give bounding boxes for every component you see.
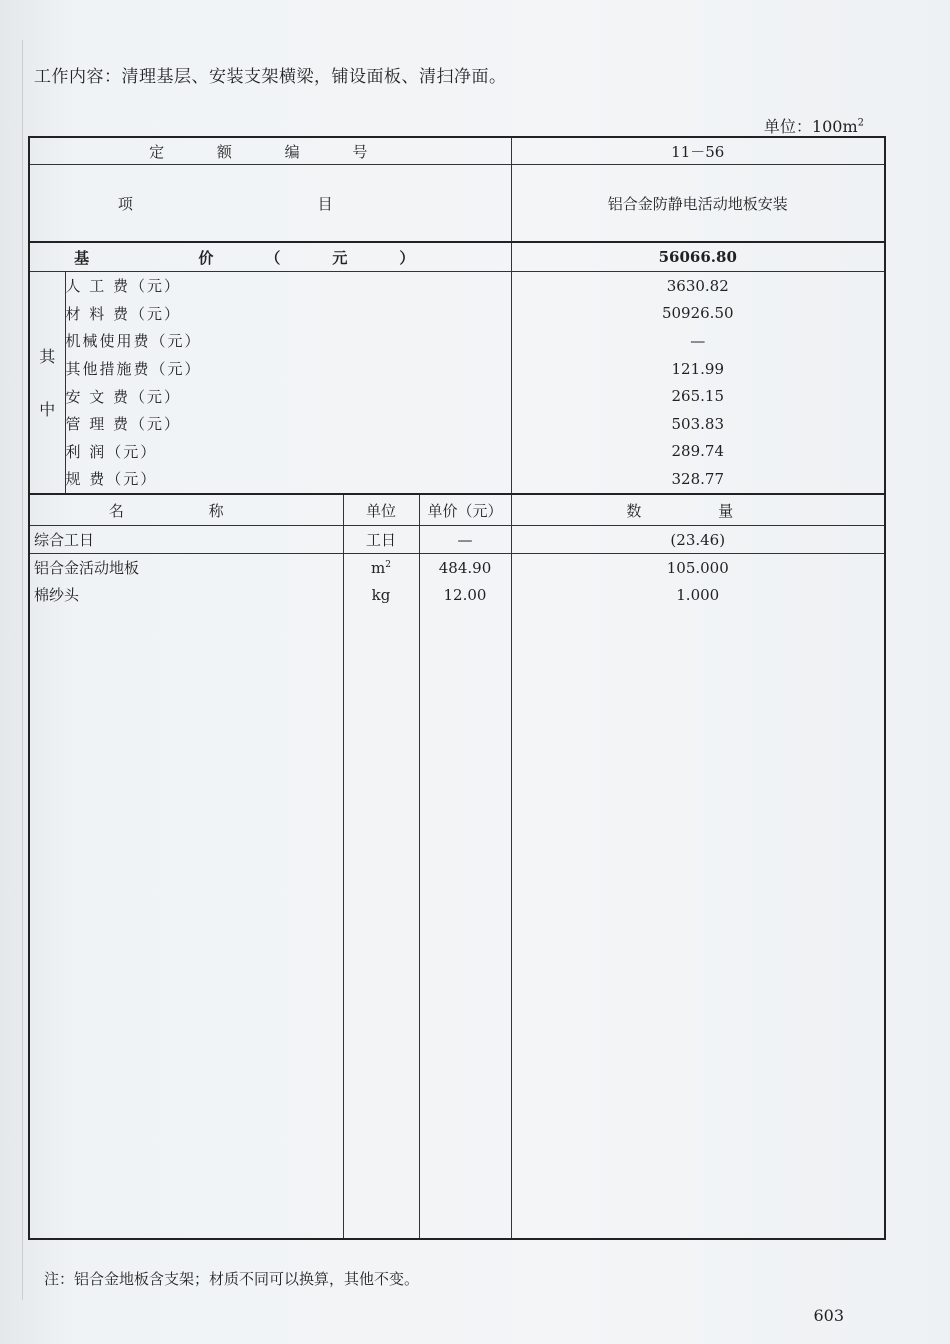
empty-qty-area (511, 608, 885, 1239)
item-qty-cotton-waste: 1.000 (511, 581, 885, 608)
footnote: 注：铝合金地板含支架；材质不同可以换算，其他不变。 (44, 1270, 420, 1288)
base-label: 基 价（元） (74, 248, 467, 267)
code-value: 11－56 (511, 137, 885, 165)
qizhong-cell (29, 272, 65, 494)
cost-value-material: 50926.50 (511, 300, 885, 328)
cost-value-labor: 3630.82 (511, 272, 885, 300)
cost-value-safety: 265.15 (511, 382, 885, 410)
item-unit-floor-panel (343, 554, 419, 582)
col-qty-header (511, 494, 885, 526)
unit-prefix: 单位：100m (763, 117, 858, 136)
cost-label-safety: 安 文 费（元） (65, 382, 511, 410)
base-label-cell (29, 242, 511, 272)
unit-label (764, 114, 864, 137)
cost-value-management: 503.83 (511, 410, 885, 438)
item-qty-floor-panel: 105.000 (511, 554, 885, 582)
col-qty-label: 数 量 (626, 501, 770, 520)
cost-label-machinery: 机械使用费（元） (65, 327, 511, 355)
empty-unit-area (343, 608, 419, 1239)
item-label-cell (29, 165, 511, 243)
page-number: 603 (813, 1306, 844, 1325)
work-content: 工作内容：清理基层、安装支架横梁，铺设面板、清扫净面。 (34, 67, 507, 87)
col-unit-header: 单位 (343, 494, 419, 526)
cost-value-other: 121.99 (511, 355, 885, 383)
empty-price-area (419, 608, 511, 1239)
cost-value-fees: 328.77 (511, 465, 885, 494)
item-unit-floor-panel-sup: 2 (385, 559, 391, 570)
code-label: 定 额 编 号 (149, 142, 392, 161)
item-label: 项 目 (117, 194, 423, 213)
qizhong-char-1: 其 (39, 347, 56, 367)
empty-name-area (29, 608, 343, 1239)
col-name-header (29, 494, 343, 526)
cost-value-profit: 289.74 (511, 438, 885, 466)
item-name-floor-panel: 铝合金活动地板 (29, 554, 343, 582)
unit-sup: 2 (857, 117, 864, 129)
cost-label-material: 材 料 费（元） (65, 300, 511, 328)
col-name-label: 名 称 (108, 501, 264, 520)
item-price-labor-day: — (419, 526, 511, 554)
item-qty-labor-day: (23.46) (511, 526, 885, 554)
base-value: 56066.80 (511, 242, 885, 272)
binding-edge (0, 40, 23, 1300)
item-name-labor-day: 综合工日 (29, 526, 343, 554)
cost-label-other: 其他措施费（元） (65, 355, 511, 383)
cost-label-fees: 规 费（元） (65, 465, 511, 494)
qizhong-char-2: 中 (39, 400, 56, 420)
cost-value-machinery: — (511, 327, 885, 355)
cost-label-labor: 人 工 费（元） (65, 272, 511, 300)
item-price-floor-panel: 484.90 (419, 554, 511, 582)
code-label-cell (29, 137, 511, 165)
cost-label-management: 管 理 费（元） (65, 410, 511, 438)
item-unit-cotton-waste: kg (343, 581, 419, 608)
item-name-cotton-waste: 棉纱头 (29, 581, 343, 608)
item-unit-floor-panel-base: m (371, 558, 386, 577)
cost-label-profit: 利 润（元） (65, 438, 511, 466)
item-price-cotton-waste: 12.00 (419, 581, 511, 608)
item-value: 铝合金防静电活动地板安装 (511, 165, 885, 243)
quota-table (28, 136, 886, 1240)
item-unit-labor-day: 工日 (343, 526, 419, 554)
col-price-header: 单价（元） (419, 494, 511, 526)
